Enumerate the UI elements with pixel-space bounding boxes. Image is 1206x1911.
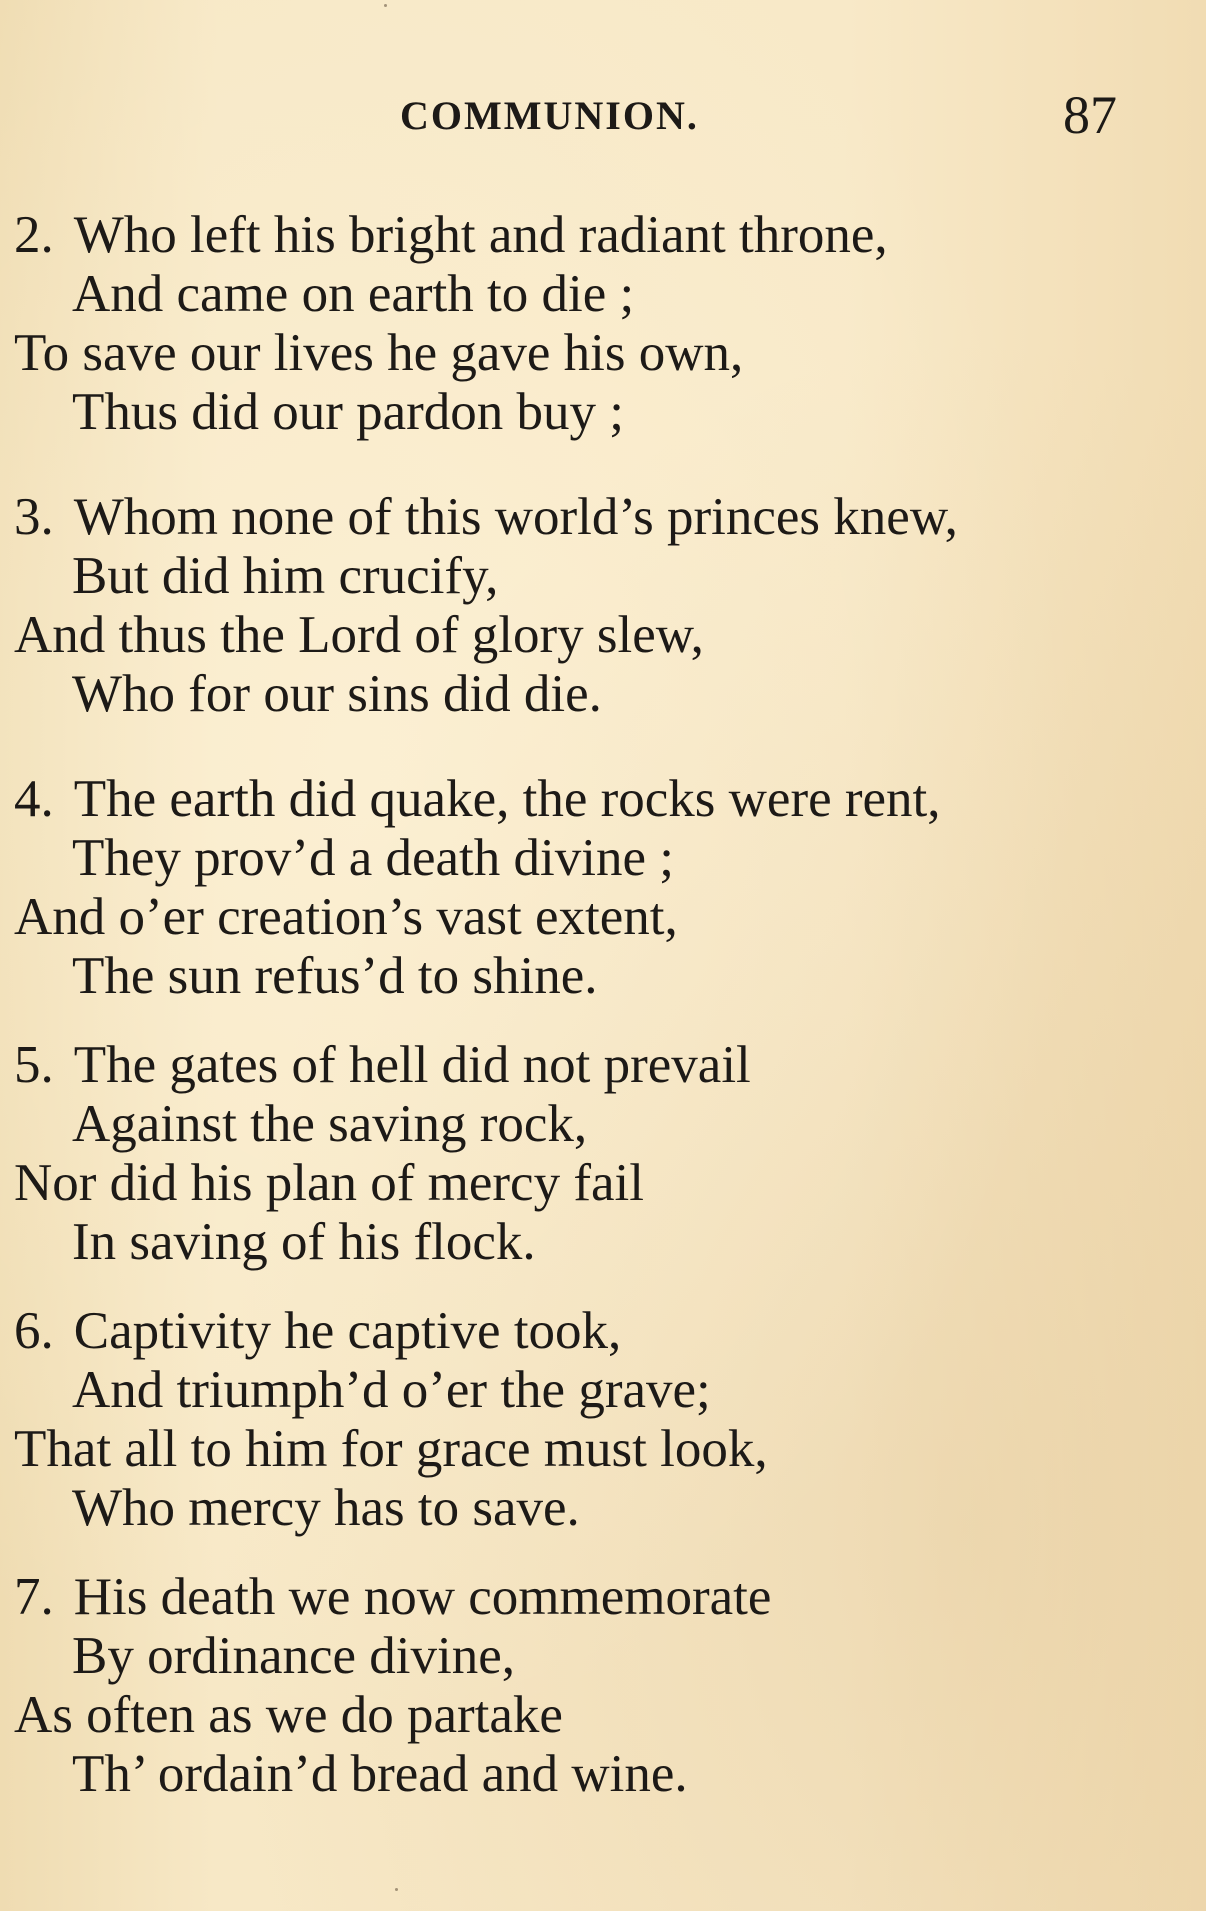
verse-line: And o’er creation’s vast extent, xyxy=(14,888,678,946)
verse-line xyxy=(14,769,941,829)
verse-number: 2. xyxy=(14,206,54,264)
verse-line: Who for our sins did die. xyxy=(72,665,602,723)
verse-line-text: His death we now commemorate xyxy=(73,1568,772,1626)
verse-line xyxy=(14,1301,621,1361)
verse-number: 6. xyxy=(14,1302,54,1360)
verse-line: And came on earth to die ; xyxy=(72,265,635,323)
verse-line xyxy=(14,205,888,265)
verse-line: And thus the Lord of glory slew, xyxy=(14,606,704,664)
verse-line-text: The earth did quake, the rocks were rent, xyxy=(73,770,941,828)
verse-line-text: The gates of hell did not prevail xyxy=(73,1036,751,1094)
page-number: 87 xyxy=(1063,85,1117,145)
verse-line: As often as we do partake xyxy=(14,1686,563,1744)
verse-line: That all to him for grace must look, xyxy=(14,1420,768,1478)
verse-line: They prov’d a death divine ; xyxy=(72,829,674,887)
verse-line: To save our lives he gave his own, xyxy=(14,324,744,382)
verse-number: 4. xyxy=(14,770,54,828)
verse-line xyxy=(14,487,958,547)
verse-number: 3. xyxy=(14,488,54,546)
verse-number: 5. xyxy=(14,1036,54,1094)
verse-line-text: Who left his bright and radiant throne, xyxy=(73,206,888,264)
verse-line: By ordinance divine, xyxy=(72,1627,516,1685)
verse-line: The sun refus’d to shine. xyxy=(72,947,598,1005)
verse-line: Thus did our pardon buy ; xyxy=(72,383,625,441)
page-header xyxy=(0,85,1206,148)
verse-line xyxy=(14,1567,771,1627)
paper-speck xyxy=(384,4,387,7)
verse-line: And triumph’d o’er the grave; xyxy=(72,1361,711,1419)
verse-line: Th’ ordain’d bread and wine. xyxy=(72,1745,688,1803)
verse-line: But did him crucify, xyxy=(72,547,499,605)
running-title: COMMUNION. xyxy=(400,93,699,138)
verse-number: 7. xyxy=(14,1568,54,1626)
verse-line xyxy=(14,1035,751,1095)
verse-line: Against the saving rock, xyxy=(72,1095,588,1153)
verse-line: Nor did his plan of mercy fail xyxy=(14,1154,644,1212)
verse-line-text: Whom none of this world’s princes knew, xyxy=(73,488,958,546)
paper-speck xyxy=(395,1888,398,1891)
verse-line-text: Captivity he captive took, xyxy=(73,1302,622,1360)
verse-line: Who mercy has to save. xyxy=(72,1479,580,1537)
verse-line: In saving of his flock. xyxy=(72,1213,536,1271)
show-through-text xyxy=(716,70,1176,1770)
